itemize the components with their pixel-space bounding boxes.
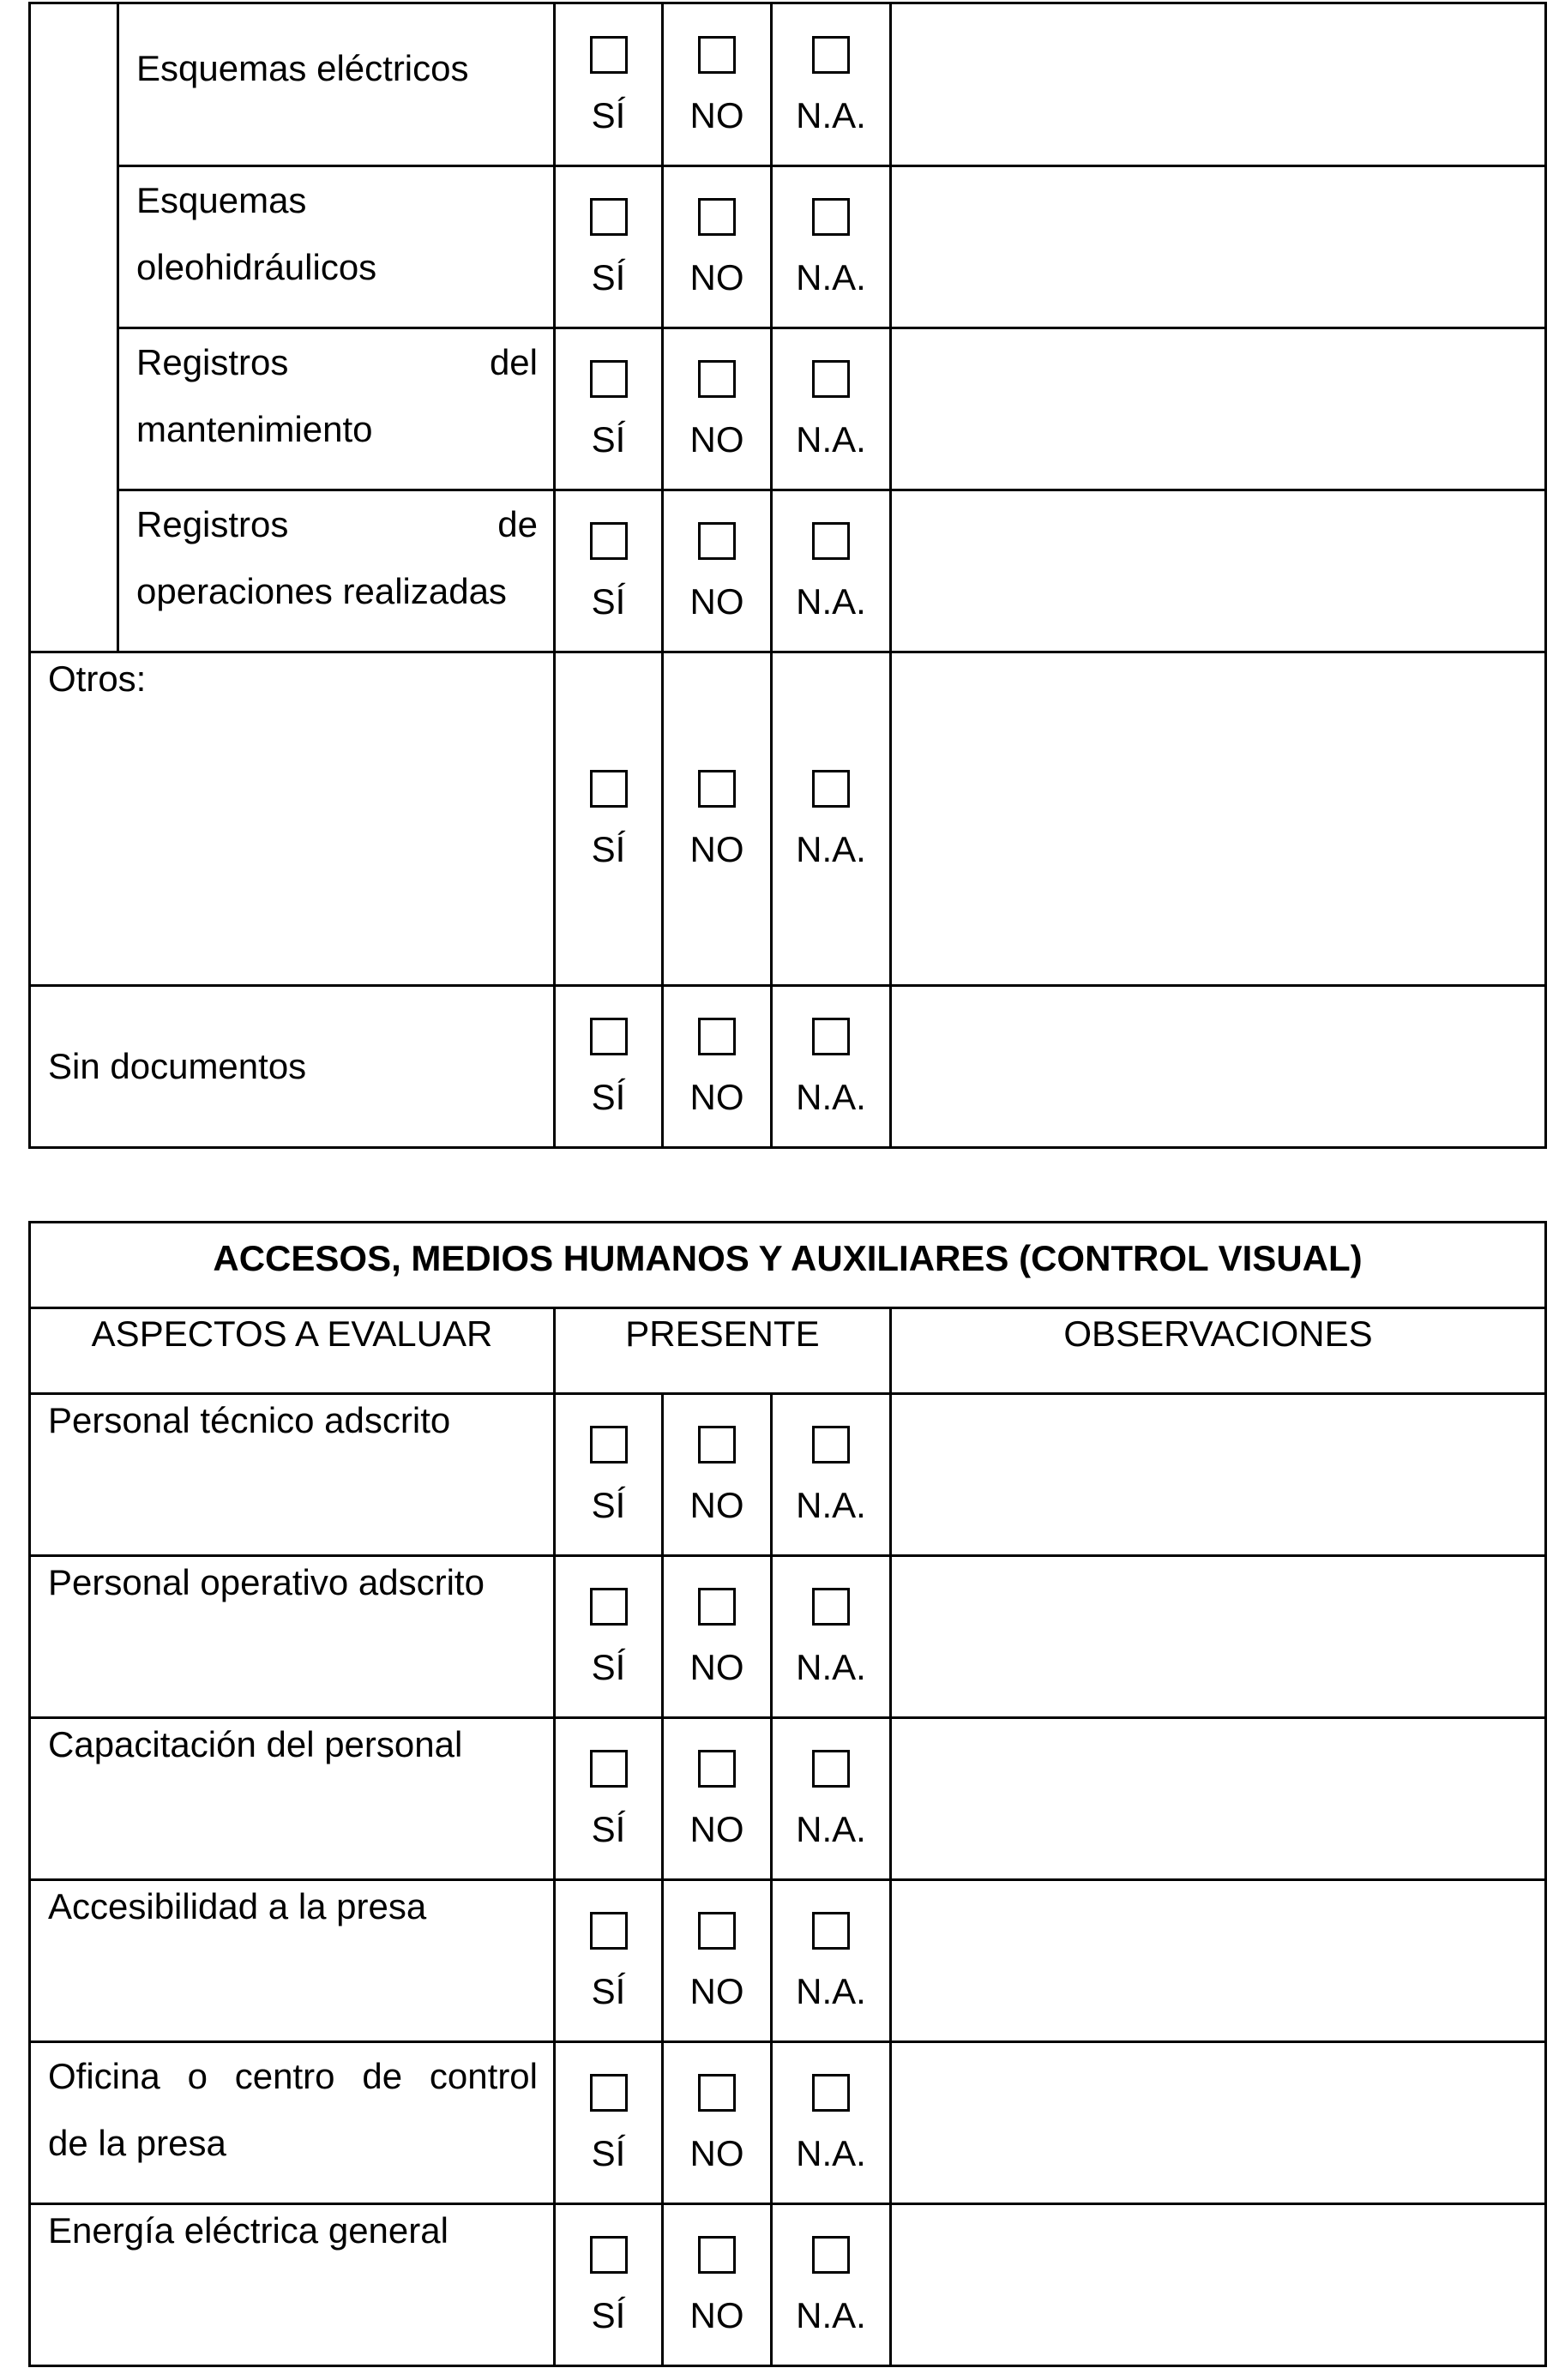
yes-cell (555, 1880, 663, 2042)
yes-label: SÍ (591, 1485, 626, 1525)
na-checkbox[interactable] (812, 198, 850, 236)
sin-documentos-label: Sin documentos (48, 1046, 307, 1086)
na-checkbox[interactable] (812, 1588, 850, 1626)
yes-label: SÍ (591, 1647, 626, 1687)
na-cell (772, 986, 891, 1148)
aspect-cell (118, 3, 555, 166)
table-row (30, 1556, 1546, 1718)
table-header-row (30, 1308, 1546, 1394)
yes-checkbox[interactable] (590, 522, 628, 560)
yes-cell (555, 1718, 663, 1880)
aspect-label-line1: Esquemas (136, 180, 307, 220)
observations-cell[interactable] (891, 1556, 1546, 1718)
observations-cell[interactable] (891, 166, 1546, 328)
aspect-label-line2: de la presa (48, 2123, 226, 2163)
yes-cell (555, 1394, 663, 1556)
yes-checkbox[interactable] (590, 1912, 628, 1950)
header-cell (891, 1308, 1546, 1394)
na-checkbox[interactable] (812, 2236, 850, 2274)
na-checkbox[interactable] (812, 1912, 850, 1950)
aspect-cell (30, 652, 555, 986)
yes-checkbox[interactable] (590, 1588, 628, 1626)
table-row (30, 166, 1546, 328)
table-row (30, 328, 1546, 490)
table-row (30, 1880, 1546, 2042)
na-checkbox[interactable] (812, 1018, 850, 1055)
table-row (30, 3, 1546, 166)
observations-header: OBSERVACIONES (1063, 1313, 1373, 1354)
na-cell (772, 1394, 891, 1556)
observations-cell[interactable] (891, 2204, 1546, 2366)
table-row (30, 652, 1546, 986)
na-label: N.A. (796, 2295, 866, 2335)
aspect-cell (118, 490, 555, 652)
no-label: NO (689, 2295, 744, 2335)
no-checkbox[interactable] (698, 1912, 736, 1950)
na-checkbox[interactable] (812, 1426, 850, 1463)
no-label: NO (689, 1971, 744, 2011)
otros-label: Otros: (48, 658, 147, 699)
na-cell (772, 1880, 891, 2042)
aspect-cell (30, 1556, 555, 1718)
yes-label: SÍ (591, 2133, 626, 2173)
aspect-label: Accesibilidad a la presa (48, 1886, 427, 1926)
no-label: NO (689, 257, 744, 298)
no-checkbox[interactable] (698, 770, 736, 808)
aspect-label: Esquemas eléctricos (136, 48, 469, 88)
no-label: NO (689, 419, 744, 460)
no-cell (663, 2042, 772, 2204)
aspect-cell (30, 2204, 555, 2366)
aspect-label-line2: oleohidráulicos (136, 247, 377, 287)
aspect-label-line1: Oficina o centro de control (48, 2056, 538, 2096)
title-cell (30, 1223, 1546, 1308)
yes-cell (555, 166, 663, 328)
yes-cell (555, 3, 663, 166)
yes-cell (555, 2204, 663, 2366)
yes-label: SÍ (591, 1809, 626, 1849)
no-cell (663, 328, 772, 490)
no-cell (663, 2204, 772, 2366)
no-checkbox[interactable] (698, 1018, 736, 1055)
yes-checkbox[interactable] (590, 360, 628, 398)
aspect-cell (30, 2042, 555, 2204)
aspect-label-line2: operaciones realizadas (136, 571, 507, 611)
yes-label: SÍ (591, 581, 626, 622)
observations-cell[interactable] (891, 1880, 1546, 2042)
yes-label: SÍ (591, 419, 626, 460)
no-label: NO (689, 2133, 744, 2173)
table-row (30, 986, 1546, 1148)
na-label: N.A. (796, 1809, 866, 1849)
aspect-cell (30, 1880, 555, 2042)
yes-checkbox[interactable] (590, 2236, 628, 2274)
present-header: PRESENTE (625, 1313, 820, 1354)
aspect-cell (30, 1394, 555, 1556)
yes-cell (555, 986, 663, 1148)
na-label: N.A. (796, 1971, 866, 2011)
no-cell (663, 1394, 772, 1556)
no-cell (663, 490, 772, 652)
no-cell (663, 1880, 772, 2042)
na-cell (772, 1556, 891, 1718)
indent-cell (30, 3, 118, 652)
aspect-label: Personal técnico adscrito (48, 1400, 451, 1440)
na-cell (772, 2204, 891, 2366)
no-label: NO (689, 829, 744, 869)
observations-cell[interactable] (891, 3, 1546, 166)
documents-table (28, 2, 1547, 1149)
no-label: NO (689, 1485, 744, 1525)
no-cell (663, 3, 772, 166)
table-title-row (30, 1223, 1546, 1308)
aspect-label-line1: Registros del (136, 342, 538, 382)
na-label: N.A. (796, 1647, 866, 1687)
no-checkbox[interactable] (698, 36, 736, 74)
na-checkbox[interactable] (812, 522, 850, 560)
table-row (30, 1394, 1546, 1556)
na-checkbox[interactable] (812, 770, 850, 808)
yes-checkbox[interactable] (590, 198, 628, 236)
yes-cell (555, 490, 663, 652)
na-label: N.A. (796, 94, 866, 135)
yes-checkbox[interactable] (590, 1426, 628, 1463)
na-cell (772, 490, 891, 652)
yes-label: SÍ (591, 1971, 626, 2011)
na-cell (772, 166, 891, 328)
na-cell (772, 328, 891, 490)
table-row (30, 1718, 1546, 1880)
na-label: N.A. (796, 581, 866, 622)
aspect-label-line1: Registros de (136, 504, 538, 544)
aspect-label-line2: mantenimiento (136, 409, 373, 449)
yes-cell (555, 328, 663, 490)
no-label: NO (689, 94, 744, 135)
observations-cell[interactable] (891, 2042, 1546, 2204)
table-row (30, 490, 1546, 652)
observations-cell[interactable] (891, 986, 1546, 1148)
yes-cell (555, 1556, 663, 1718)
header-cell (555, 1308, 891, 1394)
no-checkbox[interactable] (698, 198, 736, 236)
na-checkbox[interactable] (812, 36, 850, 74)
na-label: N.A. (796, 1077, 866, 1117)
no-label: NO (689, 1809, 744, 1849)
aspects-header: ASPECTOS A EVALUAR (91, 1313, 493, 1354)
aspect-cell (118, 166, 555, 328)
no-cell (663, 1556, 772, 1718)
yes-label: SÍ (591, 2295, 626, 2335)
na-checkbox[interactable] (812, 2074, 850, 2112)
yes-label: SÍ (591, 257, 626, 298)
aspect-label: Personal operativo adscrito (48, 1562, 485, 1602)
na-label: N.A. (796, 1485, 866, 1525)
table-row (30, 2042, 1546, 2204)
no-label: NO (689, 1647, 744, 1687)
no-checkbox[interactable] (698, 2074, 736, 2112)
yes-checkbox[interactable] (590, 1018, 628, 1055)
no-cell (663, 652, 772, 986)
yes-checkbox[interactable] (590, 770, 628, 808)
no-checkbox[interactable] (698, 2236, 736, 2274)
aspect-cell (118, 328, 555, 490)
na-cell (772, 652, 891, 986)
section-title: ACCESOS, MEDIOS HUMANOS Y AUXILIARES (CONTROL VISUAL) (213, 1238, 1363, 1278)
aspect-cell (30, 986, 555, 1148)
yes-cell (555, 652, 663, 986)
table-row (30, 2204, 1546, 2366)
yes-label: SÍ (591, 829, 626, 869)
header-cell (30, 1308, 555, 1394)
observations-cell[interactable] (891, 652, 1546, 986)
yes-label: SÍ (591, 1077, 626, 1117)
na-label: N.A. (796, 419, 866, 460)
aspect-cell (30, 1718, 555, 1880)
no-checkbox[interactable] (698, 360, 736, 398)
aspect-label: Energía eléctrica general (48, 2210, 448, 2251)
na-checkbox[interactable] (812, 1750, 850, 1788)
na-cell (772, 3, 891, 166)
no-cell (663, 986, 772, 1148)
observations-cell[interactable] (891, 490, 1546, 652)
observations-cell[interactable] (891, 1394, 1546, 1556)
no-checkbox[interactable] (698, 1426, 736, 1463)
na-label: N.A. (796, 2133, 866, 2173)
no-checkbox[interactable] (698, 522, 736, 560)
na-label: N.A. (796, 829, 866, 869)
yes-checkbox[interactable] (590, 2074, 628, 2112)
access-table (28, 1221, 1547, 2367)
yes-checkbox[interactable] (590, 1750, 628, 1788)
no-checkbox[interactable] (698, 1588, 736, 1626)
no-label: NO (689, 581, 744, 622)
no-checkbox[interactable] (698, 1750, 736, 1788)
na-checkbox[interactable] (812, 360, 850, 398)
na-cell (772, 2042, 891, 2204)
no-cell (663, 1718, 772, 1880)
observations-cell[interactable] (891, 328, 1546, 490)
na-cell (772, 1718, 891, 1880)
no-label: NO (689, 1077, 744, 1117)
yes-label: SÍ (591, 94, 626, 135)
observations-cell[interactable] (891, 1718, 1546, 1880)
no-cell (663, 166, 772, 328)
yes-cell (555, 2042, 663, 2204)
na-label: N.A. (796, 257, 866, 298)
yes-checkbox[interactable] (590, 36, 628, 74)
aspect-label: Capacitación del personal (48, 1724, 463, 1764)
